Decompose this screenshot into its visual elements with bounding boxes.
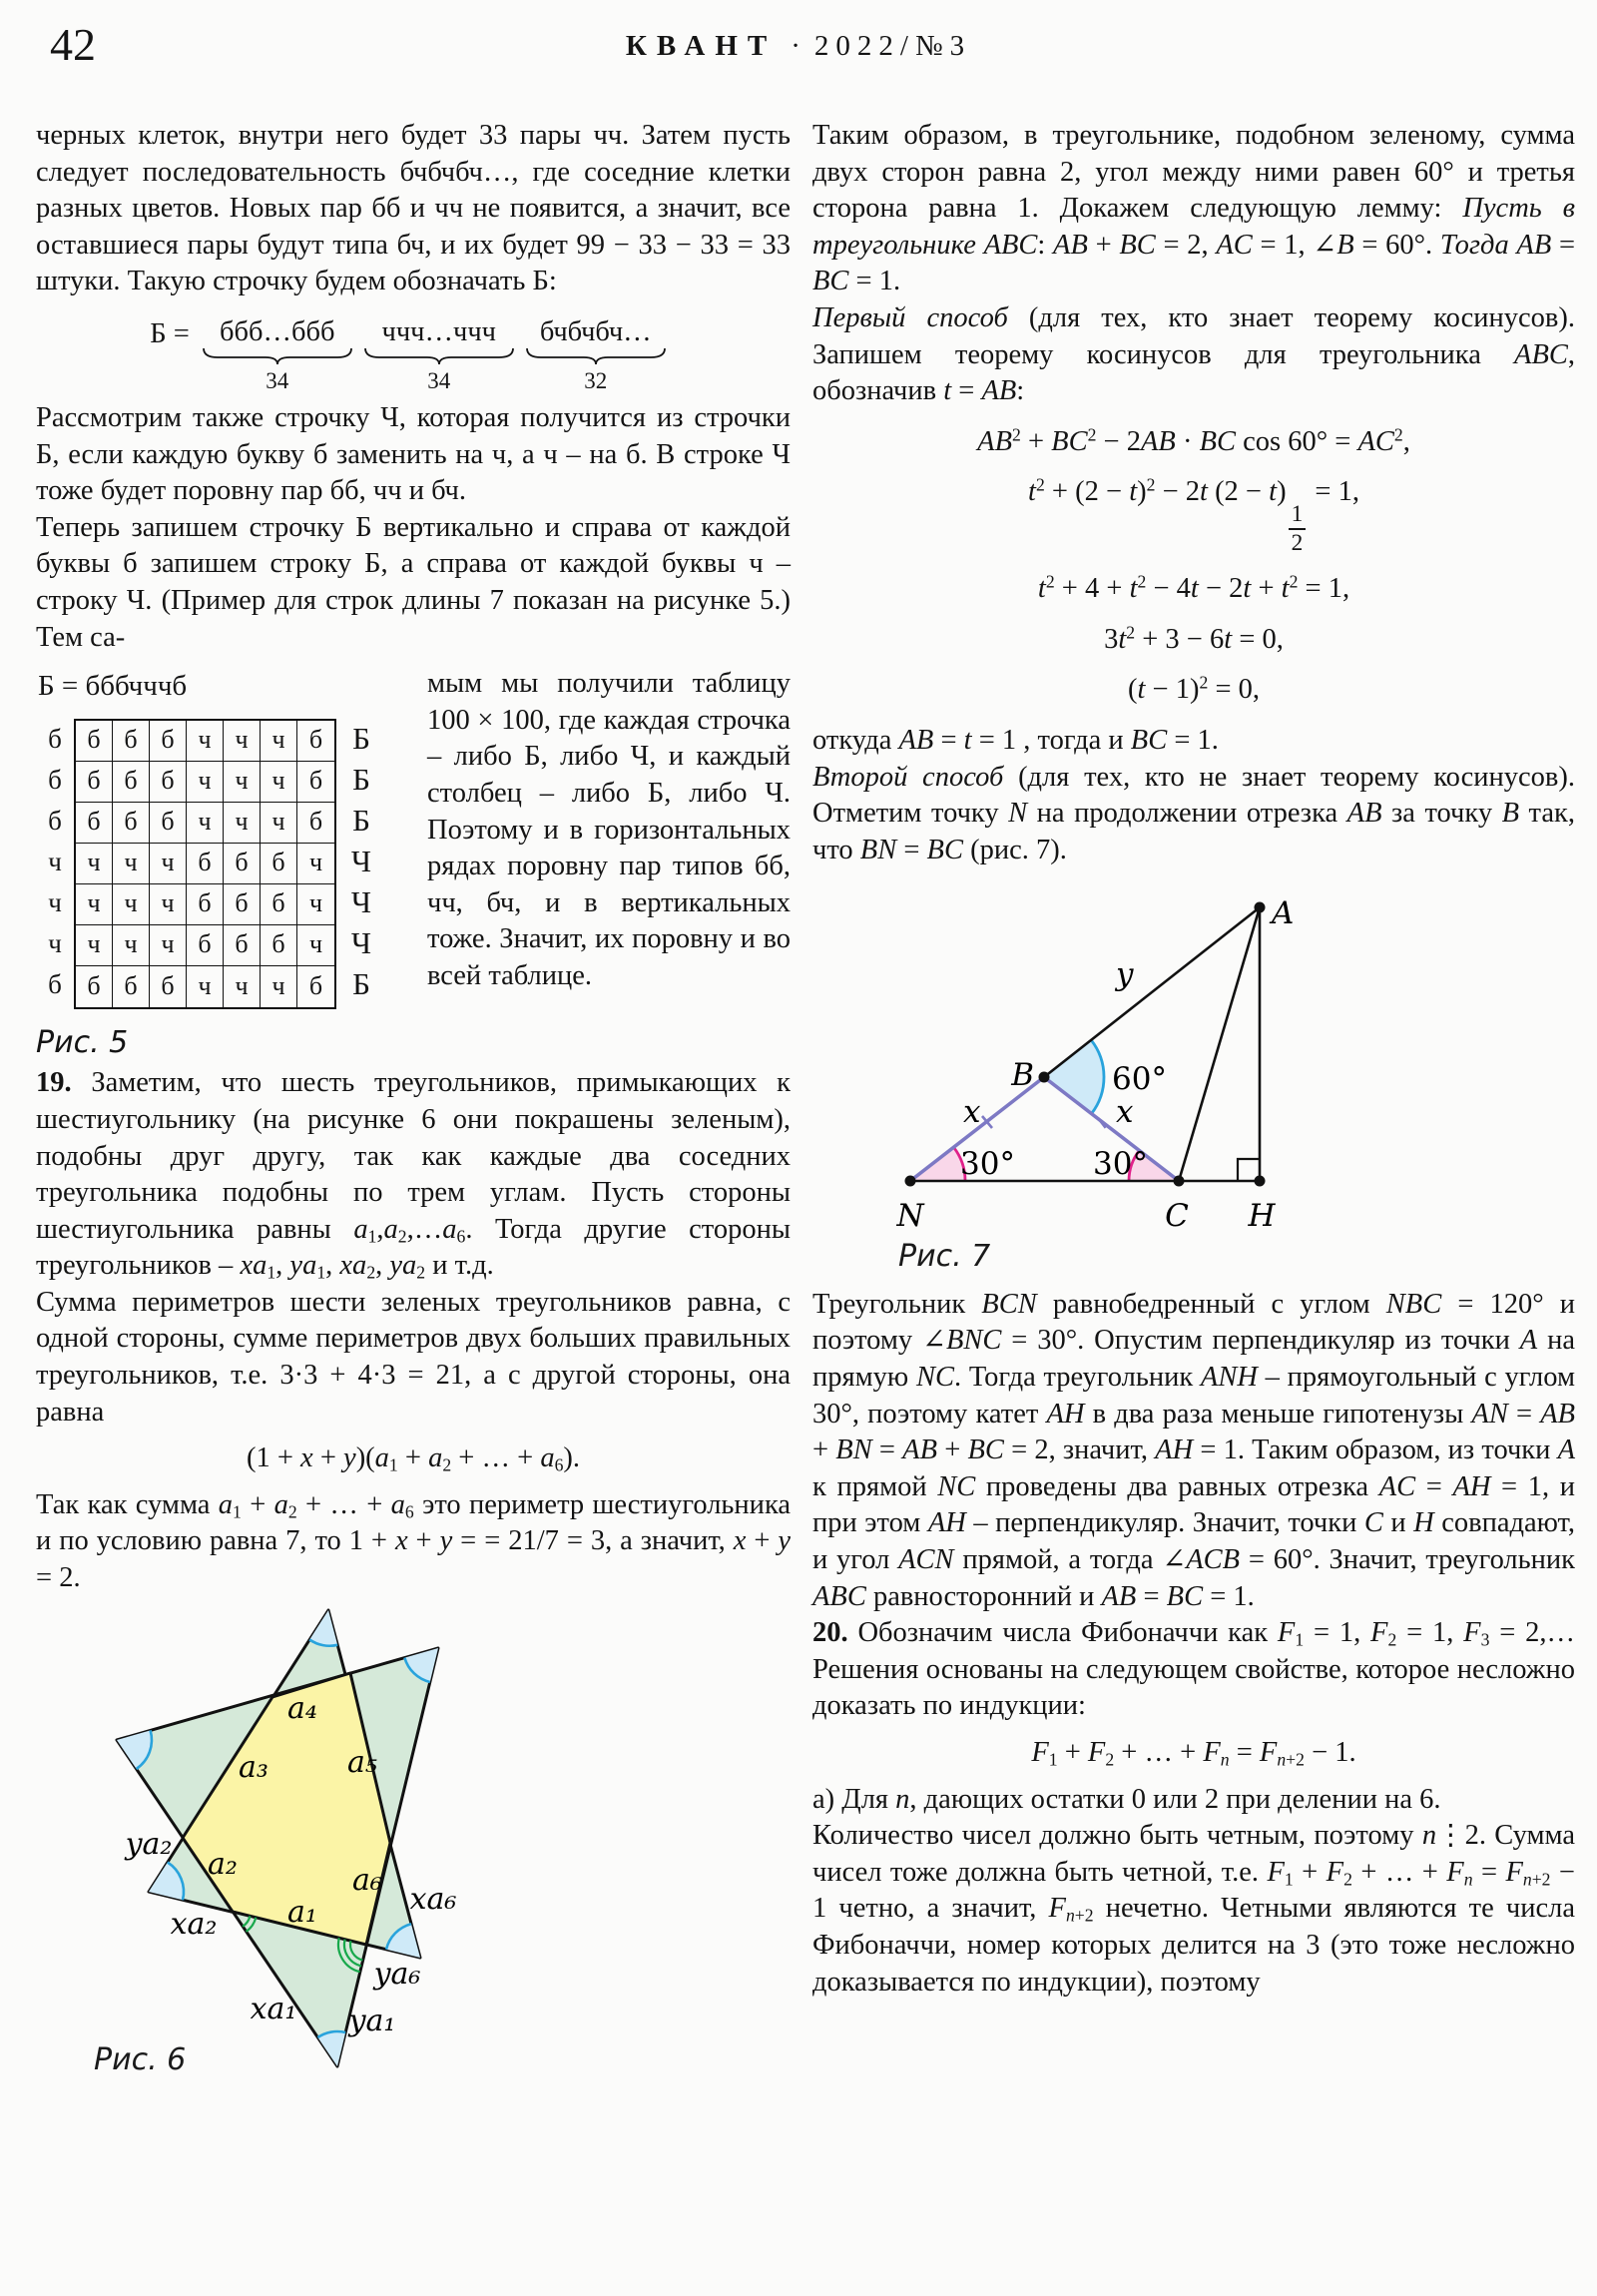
paragraph: мым мы получили таблицу 100 × 100, где каждая строчка – либо Б, либо Ч, и каждый столбец – либо Б, либо Ч. Поэтому и в горизонтальных рядах поровну пар типов бб, чч, бч, и в вертикальных тоже. Значит, их поровну и во всей таблице. (427, 668, 791, 991)
grid-cell: б (187, 925, 224, 966)
grid-cell: ч (187, 762, 224, 803)
grid-cell: б (261, 884, 297, 925)
brace-group (363, 316, 515, 394)
grid-cell: ч (113, 844, 150, 884)
paragraph: черных клеток, внутри него будет 33 пары чч. Затем пусть следует последовательность бчбчбч…, где соседние клетки разных цветов. Новых пар бб и чч не появится, а значит, все оставшиеся пары будут типа бч, и их будет 99 − 33 − 33 = 33 штуки. Такую строчку будем обозначать Б: (36, 120, 791, 297)
brace-group-text: ччч…ччч (381, 315, 497, 347)
grid-cell: б (297, 803, 334, 844)
grid-cell: б (150, 762, 187, 803)
figure6-caption: Рис. 6 (94, 2041, 187, 2077)
figure7-caption: Рис. 7 (898, 1239, 991, 1275)
length-label: x (1116, 1094, 1134, 1131)
row-label-right: Б (352, 761, 370, 797)
paragraph: откуда AB = t = 1 , тогда и BC = 1. (812, 724, 1219, 756)
side-label: xa₁ (250, 1991, 297, 2026)
grid-cell: ч (224, 721, 261, 762)
vertex-N (905, 1176, 916, 1187)
grid-cell: ч (150, 844, 187, 884)
row-label-left: б (48, 723, 62, 754)
grid-cell: б (76, 966, 113, 1007)
figure-5 (36, 666, 427, 1061)
length-label: y (1116, 956, 1134, 993)
underbrace-icon (525, 346, 667, 366)
figure5-right-labels (336, 719, 386, 1009)
formula-block (812, 424, 1575, 709)
grid-cell: ч (76, 844, 113, 884)
right-column (812, 118, 1575, 2001)
grid-cell: б (297, 721, 334, 762)
paragraph: Треугольник BCN равнобедренный с углом NBC = 120° и поэтому ∠BNC = 30°. Опустим перпендикуляр из точки A на прямую NC. Тогда треугольник ANH – прямоугольный с углом 30°, поэтому катет AH в два раза меньше гипотенузы AN = AB + BN = AB + BC = 2, значит, AH = 1. Таким образом, из точки A к прямой NC проведены два равных отрезка AC = AH = 1, и при этом AH – перпендикуляр. Значит, точки C и H совпадают, и угол ACN прямой, а тогда ∠ACB = 60°. Значит, треугольник ABC равносторонний и AB = BC = 1. (812, 1288, 1576, 1612)
paragraph: Рассмотрим также строчку Ч, которая получится из строчки Б, если каждую букву б заменить на ч, а ч – на б. В строке Ч тоже будет поровну пар бб, чч и бч. (36, 401, 791, 507)
side-label: ya₂ (125, 1826, 173, 1862)
grid-cell: б (261, 925, 297, 966)
grid-cell: ч (113, 925, 150, 966)
row-label-left: ч (48, 927, 62, 958)
brace-group (202, 316, 353, 394)
grid-cell: б (261, 844, 297, 884)
length-label: x (963, 1094, 981, 1131)
grid-cell: б (113, 803, 150, 844)
brace-group (525, 316, 667, 394)
brace-count: 34 (266, 367, 289, 393)
figure5-left-labels (36, 719, 74, 1009)
grid-cell: б (308, 970, 323, 1000)
paragraph: Сумма периметров шести зеленых треугольников равна, с одной стороны, сумме периметров двух больших правильных треугольников, т.е. 3·3 + 4·3 = 21, а с другой стороны, она равна (36, 1286, 791, 1428)
line-AC (1179, 907, 1260, 1181)
point-label: A (1272, 895, 1295, 932)
grid-cell: б (224, 844, 261, 884)
vertex-C (1174, 1176, 1185, 1187)
row-label-left: ч (48, 846, 62, 876)
grid-cell: б (187, 884, 224, 925)
side-label: a₄ (287, 1690, 317, 1726)
row-label-right: Б (352, 965, 370, 1001)
display-formula: $F_1 + F_2$ + … + $F_n = F_{n+2} - 1$. (1031, 1737, 1356, 1770)
grid-cell: б (150, 721, 187, 762)
point-label: B (1011, 1057, 1034, 1094)
grid-cell: ч (76, 925, 113, 966)
side-label: ya₁ (348, 2003, 396, 2038)
figure5-caption: Рис. 5 (36, 1024, 129, 1060)
grid-cell: б (224, 925, 261, 966)
angle-label: 60° (1112, 1061, 1167, 1098)
row-label-right: Б (352, 802, 370, 838)
vertex-A (1255, 902, 1266, 913)
grid-cell: б (113, 966, 150, 1007)
grid-cell: ч (224, 803, 261, 844)
side-label: a₂ (208, 1846, 238, 1882)
display-formula: $t^2 + (2 - t)^2 - 2t$ (2 − t) $\frac{1}{2}$ = 1, (1028, 474, 1359, 557)
paragraph: Второй способ (для тех, кто не знает теорему косинусов). Отметим точку N на продолжении отрезка AB за точку B так, что BN = BC (рис. 7). (812, 761, 1576, 865)
figure-6 (36, 1605, 791, 2155)
left-column (36, 118, 791, 2154)
grid-cell: ч (297, 844, 334, 884)
side-label: a₃ (239, 1749, 268, 1785)
page-number: 42 (50, 19, 96, 70)
grid-cell: ч (224, 966, 261, 1007)
grid-cell: б (150, 803, 187, 844)
grid-cell: ч (224, 762, 261, 803)
point-label: C (1165, 1198, 1189, 1235)
point-label: H (1248, 1198, 1276, 1235)
row-label-right: Ч (350, 924, 372, 960)
row-label-left: б (48, 764, 62, 795)
formula-prefix: Б = (150, 317, 190, 349)
grid-cell: ч (261, 803, 297, 844)
vertex-B (1039, 1072, 1050, 1083)
display-formula: $(t - 1)^2 = 0$, (1127, 672, 1261, 706)
tip-sector (317, 2031, 345, 2066)
grid-cell: ч (150, 925, 187, 966)
grid-cell: ч (261, 762, 297, 803)
grid-cell: б (113, 721, 150, 762)
grid-cell: б (76, 762, 113, 803)
angle-label: 30° (1093, 1146, 1148, 1183)
line-BA (1044, 907, 1260, 1077)
angle-label: 30° (960, 1146, 1015, 1183)
grid-cell: ч (187, 966, 224, 1007)
grid-cell: ч (113, 884, 150, 925)
figure5-table (36, 719, 427, 1009)
figure5-heading: Б = бббчччб (38, 670, 188, 703)
side-label: ya₆ (373, 1956, 421, 1992)
grid-cell: б (187, 844, 224, 884)
grid-cell: б (297, 762, 334, 803)
side-label: xa₂ (170, 1906, 218, 1942)
journal-title: КВАНТ (625, 30, 778, 62)
paragraph: Первый способ (для тех, кто знает теорему косинусов). Запишем теорему косинусов для треугольника ABC, обозначив t = AB: (812, 301, 1576, 407)
grid-cell: ч (76, 884, 113, 925)
grid-cell: ч (297, 884, 334, 925)
grid-cell: ч (297, 925, 334, 966)
paragraph: а) Для n, дающих остатки 0 или 2 при делении на 6. (812, 1783, 1441, 1815)
grid-cell: б (113, 762, 150, 803)
brace-group-text: ббб…ббб (220, 315, 335, 347)
row-label-left: б (48, 968, 62, 999)
grid-cell: б (224, 884, 261, 925)
figure6-drawing (36, 1605, 755, 2144)
grid-cell: ч (187, 803, 224, 844)
grid-cell: ч (150, 884, 187, 925)
row-label-right: Ч (350, 843, 372, 878)
journal-header (0, 30, 1597, 63)
vertex-H (1255, 1176, 1266, 1187)
row-label-left: б (48, 805, 62, 836)
brace-count: 32 (584, 367, 608, 393)
brace-count: 34 (427, 367, 451, 393)
side-label: a₆ (352, 1862, 382, 1898)
journal-issue: 2022/№3 (813, 30, 972, 62)
grid-cell: б (76, 721, 113, 762)
display-formula: $3t^2 + 3 - 6t = 0$, (1104, 622, 1284, 655)
grid-cell: ч (261, 966, 297, 1007)
brace-group-text: бчбчбч… (539, 315, 652, 347)
paragraph: Теперь запишем строчку Б вертикально и справа от каждой буквы б запишем строку Б, а справа от каждой буквы ч – строку Ч. (Пример для строк длины 7 показан на рисунке 5.) Тем са- (36, 511, 791, 653)
paragraph: Так как сумма $a_1 + a_2$ + … + $a_6$ это периметр шестиугольника и по условию равна 7, то 1 + x + y = = 21/7 = 3, а значит, x + y = 2. (36, 1488, 792, 1594)
underbrace-formula (36, 316, 791, 394)
side-label: xa₆ (409, 1881, 457, 1917)
paragraph: Таким образом, в треугольнике, подобном зеленому, сумма двух сторон равна 2, угол между ними равен 60° и третья сторона равна 1. Докажем следующую лемму: Пусть в треугольнике ABC: AB + BC = 2, AC = 1, ∠B = 60°. Тогда AB = BC = 1. (812, 120, 1576, 297)
side-label: a₅ (347, 1744, 377, 1780)
row-label-right: Б (352, 720, 370, 756)
paragraph: 19. Заметим, что шесть треугольников, примыкающих к шестиугольнику (на рисунке 6 они покрашены зеленым), подобны друг другу, так как каждые два соседних треугольника подобны по трем углам. Пусть стороны шестиугольника равны $a_1,a_2,\dots a_6$. Тогда другие стороны треугольников – $xa_1$, $ya_1$, $xa_2$, $ya_2$ и т.д. (36, 1067, 792, 1283)
point-label: N (896, 1198, 924, 1235)
side-label: a₁ (287, 1894, 317, 1930)
underbrace-icon (363, 346, 515, 366)
figure5-grid (74, 719, 336, 1009)
figure7-drawing (860, 874, 1559, 1274)
grid-cell: ч (187, 721, 224, 762)
underbrace-icon (202, 346, 353, 366)
row-label-right: Ч (350, 883, 372, 919)
angle-sector-B (1044, 1040, 1104, 1114)
figure-5-block (36, 666, 791, 1061)
paragraph: 20. Обозначим числа Фибоначчи как $F_1 = 1$, $F_2 = 1$, $F_3$ = 2,… Решения основаны на следующем свойстве, которое несложно доказать по индукции: (812, 1617, 1575, 1722)
grid-cell: б (76, 803, 113, 844)
figure-7 (812, 874, 1575, 1285)
paragraph: Количество чисел должно быть четным, поэтому n⋮2. Сумма чисел тоже должна быть четной, т.е. $F_1 + F_2$ + … + $F_n = F_{n+2} - 1$ четно, а значит, $F_{n+2}$ нечетно. Четными являются те числа Фибоначчи, номер которых делится на 3 (это тоже несложно доказывается по индукции), поэтому (812, 1820, 1576, 1998)
display-formula: $AB^2 + BC^2 - 2AB$ · BC $\cos 60^\circ = AC^2$, (977, 424, 1410, 457)
grid-cell: б (150, 966, 187, 1007)
display-formula: $t^2 + 4 + t^2 - 4t - 2t + t^2 = 1$, (1037, 571, 1350, 605)
row-label-left: ч (48, 886, 62, 917)
grid-cell: ч (261, 721, 297, 762)
header-separator: · (791, 30, 800, 62)
display-formula: $(1 + x + y)(a_1 + a_2$ + … + $a_6$). (246, 1442, 581, 1475)
